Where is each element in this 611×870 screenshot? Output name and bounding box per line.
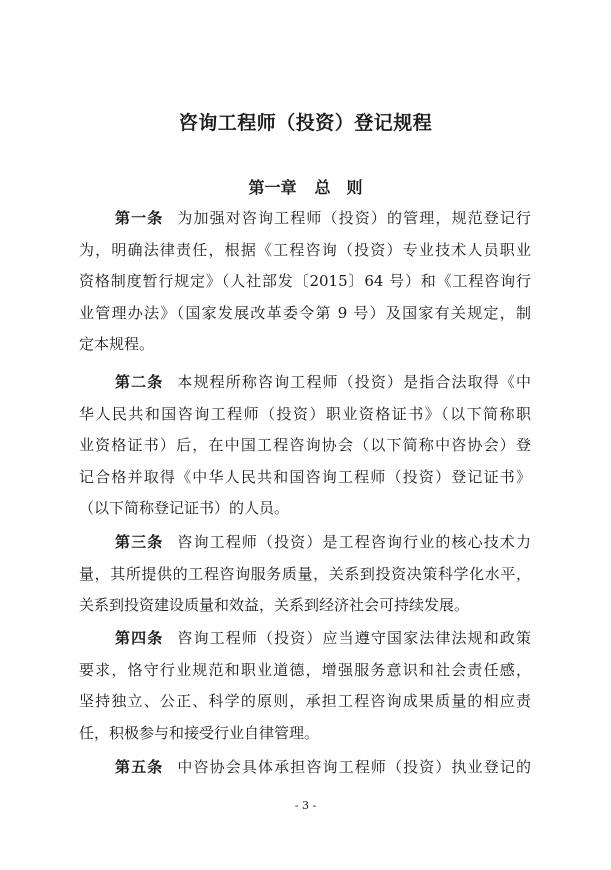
article-line — [79, 527, 531, 559]
article-2 — [79, 367, 531, 525]
article-line — [79, 623, 531, 655]
article-text: 咨询工程师（投资）应当遵守国家法律法规和政策 — [177, 629, 531, 647]
article-text: 中咨协会具体承担咨询工程师（投资）执业登记的 — [177, 758, 531, 776]
article-5 — [79, 752, 531, 784]
article-line: 关系到投资建设质量和效益，关系到经济社会可持续发展。 — [79, 596, 470, 614]
article-line: 坚持独立、公正、科学的原则，承担工程咨询成果质量的相应责 — [79, 692, 531, 710]
article-line: 业资格证书）后，在中国工程咨询协会（以下简称中咨协会）登 — [79, 436, 531, 454]
article-line — [79, 752, 531, 784]
article-text: 咨询工程师（投资）是工程咨询行业的核心技术力 — [177, 533, 531, 551]
article-line — [79, 203, 531, 235]
article-1 — [79, 203, 531, 361]
article-label: 第五条 — [115, 758, 164, 776]
article-line: 量，其所提供的工程咨询服务质量，关系到投资决策科学化水平， — [79, 564, 531, 583]
article-line: 业管理办法》（国家发展改革委令第 9 号）及国家有关规定，制 — [79, 303, 531, 322]
article-line: 华人民共和国咨询工程师（投资）职业资格证书》（以下简称职 — [79, 404, 531, 423]
article-4 — [79, 623, 531, 749]
article-text: 本规程所称咨询工程师（投资）是指合法取得《中 — [177, 373, 531, 391]
article-text: 为加强对咨询工程师（投资）的管理，规范登记行 — [177, 209, 531, 227]
chapter-name: 总 则 — [314, 178, 363, 197]
article-line: 要求，恪守行业规范和职业道德，增强服务意识和社会责任感， — [79, 660, 531, 679]
page-number: - 3 - — [294, 799, 317, 812]
article-3 — [79, 527, 531, 622]
chapter-heading — [0, 175, 611, 198]
article-line: 定本规程。 — [79, 335, 155, 353]
chapter-number: 第一章 — [248, 178, 297, 197]
article-label: 第四条 — [115, 629, 164, 647]
document-title: 咨询工程师（投资）登记规程 — [178, 112, 433, 134]
article-line: 资格制度暂行规定》（人社部发〔2015〕64 号）和《工程咨询行 — [79, 272, 531, 290]
article-line: （以下简称登记证书）的人员。 — [79, 499, 290, 517]
article-label: 第二条 — [115, 373, 164, 391]
article-line: 为，明确法律责任，根据《工程咨询（投资）专业技术人员职业 — [79, 240, 531, 259]
article-line — [79, 367, 531, 399]
article-label: 第三条 — [115, 533, 164, 551]
article-line: 记合格并取得《中华人民共和国咨询工程师（投资）登记证书》 — [79, 467, 531, 486]
article-label: 第一条 — [115, 209, 164, 227]
article-line: 任，积极参与和接受行业自律管理。 — [79, 723, 320, 742]
